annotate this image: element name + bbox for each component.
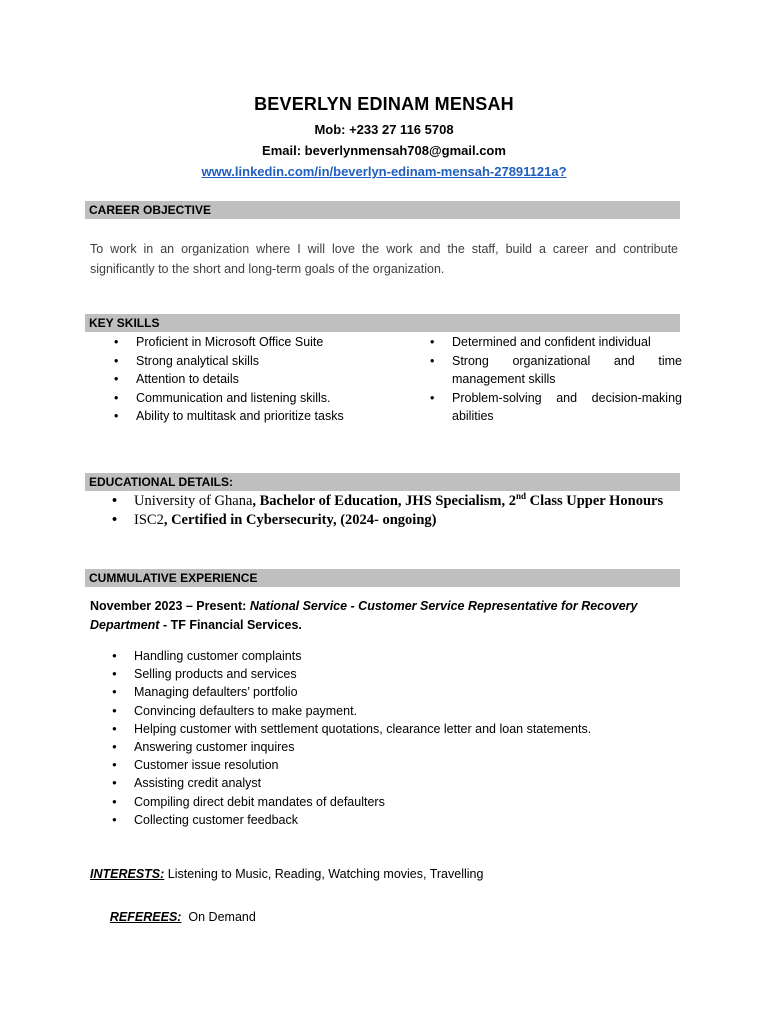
list-item: ● Handling customer complaints [112,647,591,665]
list-item: ● Helping customer with settlement quotations, clearance letter and loan statements. [112,720,591,738]
career-objective-text: To work in an organization where I will love the work and the staff, build a career and contribute significantly to the short and long-term goals of the organization. [90,242,678,276]
list-item: • Problem-solving and decision-making abilities [430,389,682,426]
list-item [112,492,663,511]
interests-value: Listening to Music, Reading, Watching movies, Travelling [164,867,484,881]
education-detail: , Bachelor of Education, JHS Specialism, 2 [252,493,516,509]
section-heading-key-skills: KEY SKILLS [85,314,680,332]
email-address: Email: beverlynmensah708@gmail.com [262,143,506,158]
list-item: ● Convincing defaulters to make payment. [112,702,591,720]
list-item: • Proficient in Microsoft Office Suite [114,333,414,352]
section-heading-career-objective: CAREER OBJECTIVE [85,201,680,219]
list-item [112,511,663,530]
mobile-number: Mob: +233 27 116 5708 [314,122,454,137]
referees-label: REFEREES: [109,910,182,924]
experience-duties-list [112,647,591,829]
experience-company: - TF Financial Services. [159,618,302,632]
list-item: • Attention to details [114,370,414,389]
interests-line [90,867,483,881]
list-item: ● Compiling direct debit mandates of defaulters [112,793,591,811]
list-item: • Ability to multitask and prioritize tasks [114,407,414,426]
list-item: ● Selling products and services [112,665,591,683]
education-institution: ISC2 [134,512,164,528]
list-item: ● Customer issue resolution [112,756,591,774]
education-list [112,492,663,530]
skills-list-left [114,333,414,426]
section-heading-experience: CUMMULATIVE EXPERIENCE [85,569,680,587]
education-institution: University of Ghana [134,493,253,509]
education-superscript: nd [515,491,526,502]
section-heading-education: EDUCATIONAL DETAILS: [85,473,680,491]
list-item: ● Managing defaulters’ portfolio [112,683,591,701]
candidate-name: BEVERLYN EDINAM MENSAH [254,94,514,114]
list-item: ● Assisting credit analyst [112,774,591,792]
referees-line [96,896,256,938]
experience-role: National Service - Customer Service Representative for Recovery Department [90,599,638,632]
referees-value: On Demand [181,910,256,924]
education-detail-end: Class Upper Honours [525,493,664,509]
list-item: • Determined and confident individual [430,333,682,352]
list-item: • Communication and listening skills. [114,389,414,408]
list-item: • Strong organizational and time management skills [430,352,682,389]
experience-period: November 2023 – Present: [90,599,250,613]
education-detail: , Certified in Cybersecurity, (2024- ongoing) [163,512,437,528]
linkedin-link[interactable]: www.linkedin.com/in/beverlyn-edinam-mensah-27891121a? [201,164,567,179]
experience-header [90,597,680,635]
skills-list-right [430,333,682,426]
list-item: • Strong analytical skills [114,352,414,371]
interests-label: INTERESTS: [90,867,165,881]
list-item: ● Collecting customer feedback [112,811,591,829]
list-item: ● Answering customer inquires [112,738,591,756]
